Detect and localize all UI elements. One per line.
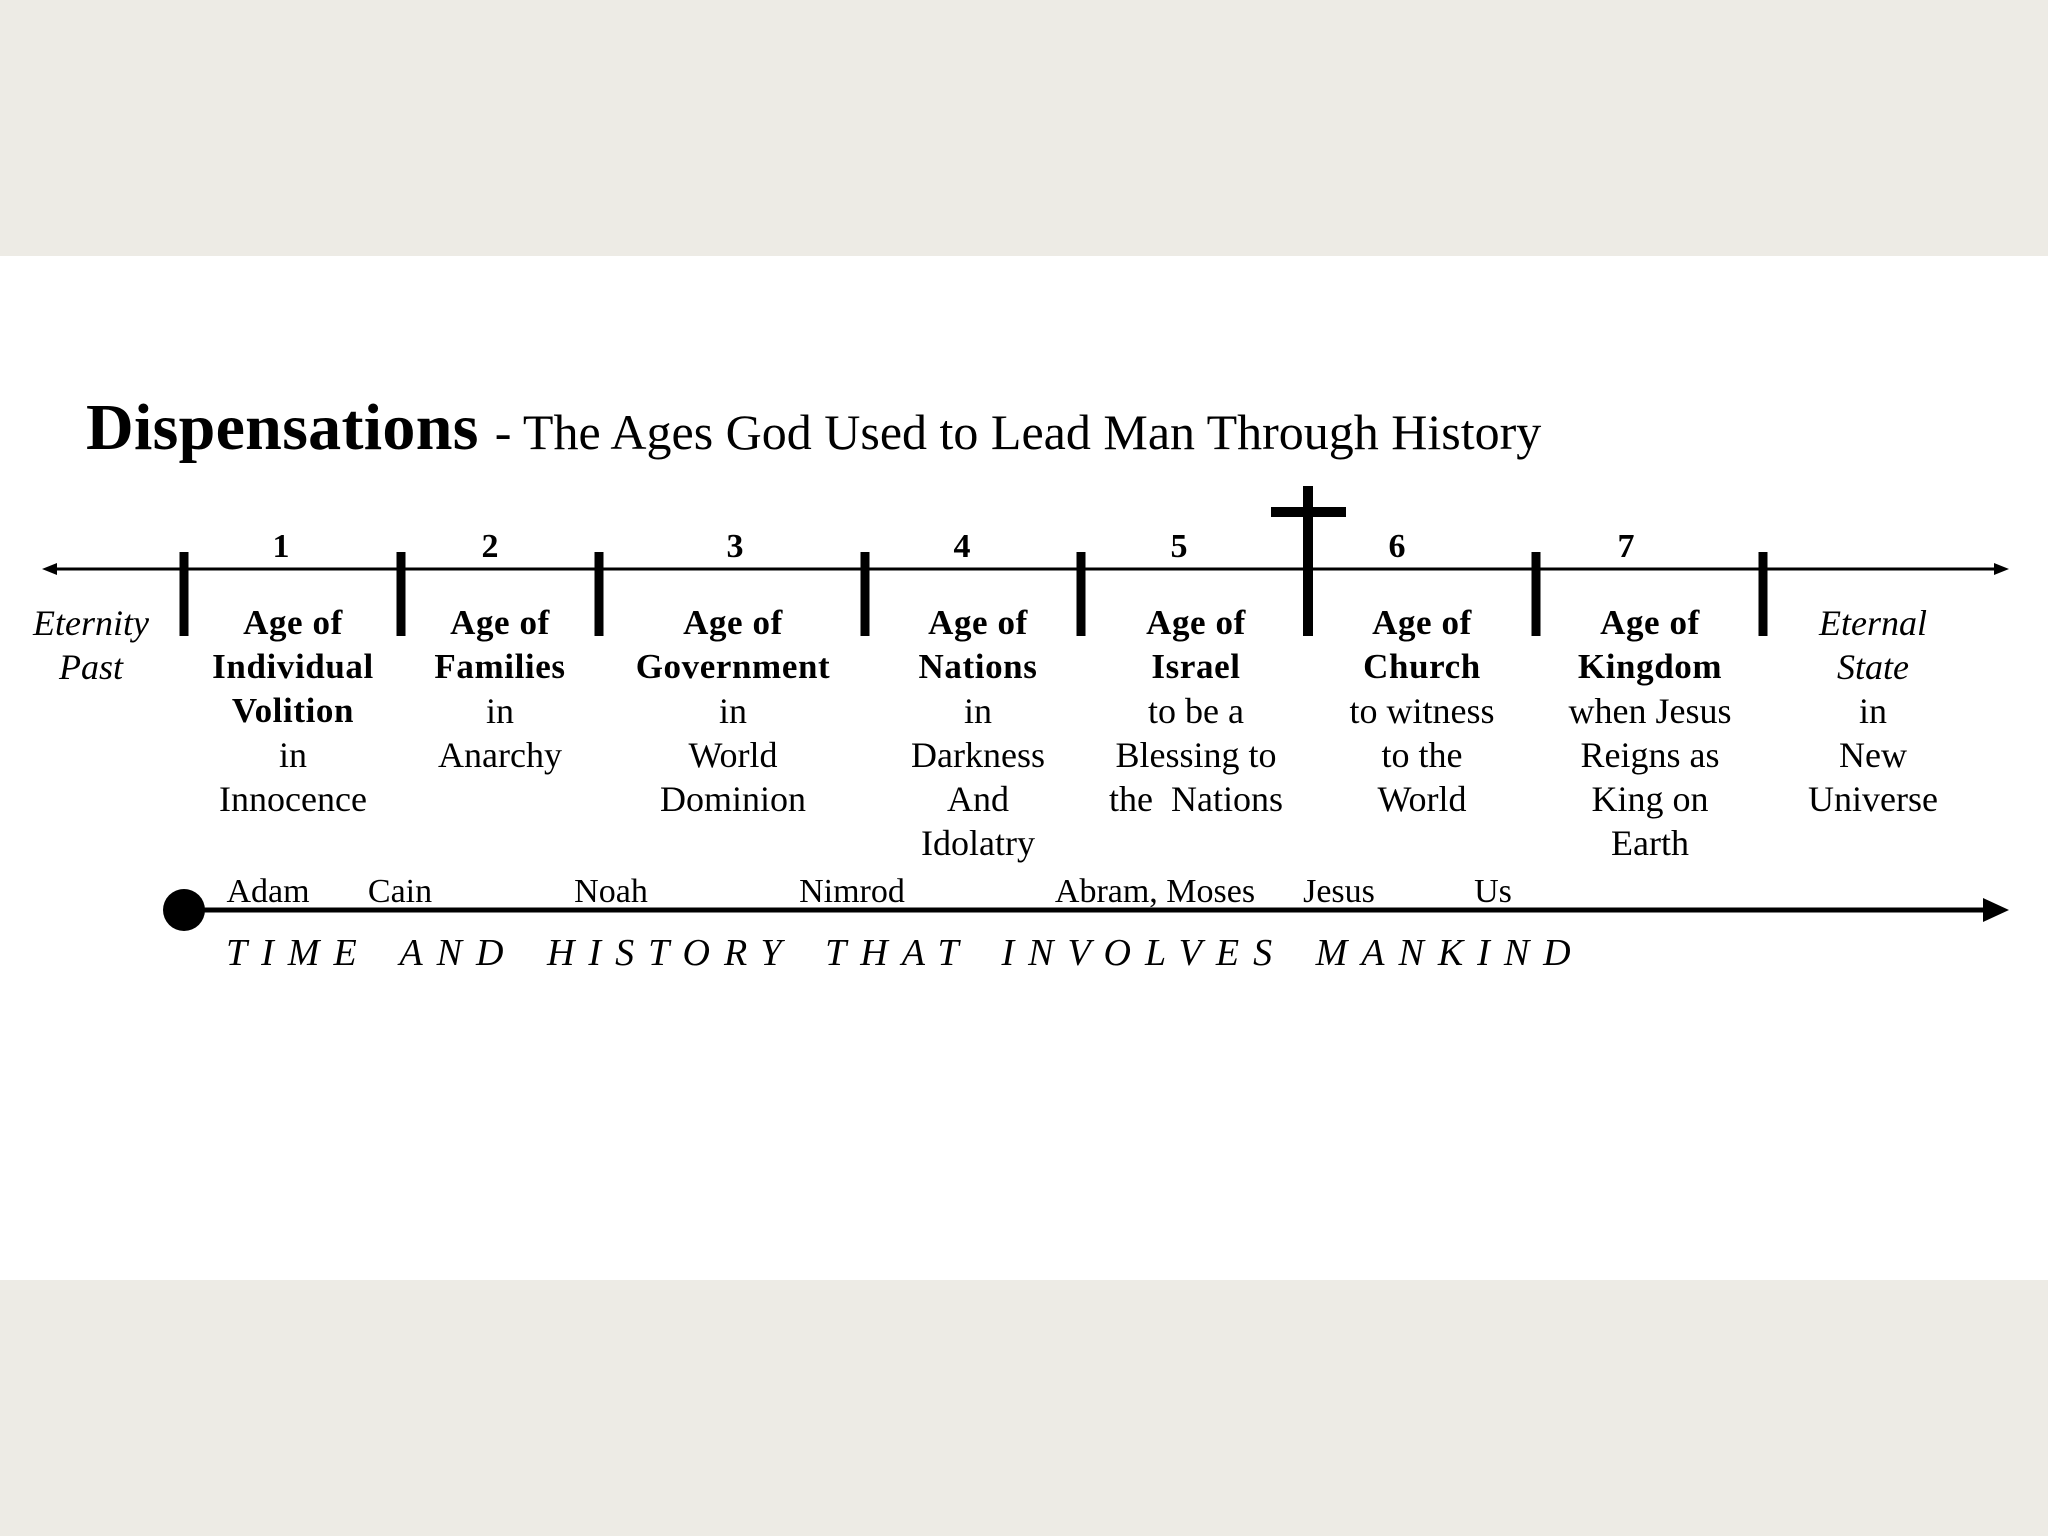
age-7-description-line: Earth [1611, 823, 1689, 863]
eternal-state-description-line: Universe [1808, 779, 1938, 819]
age-1-heading-line: Age of [243, 603, 343, 642]
person-label: Jesus [1303, 873, 1375, 910]
eternal-state-heading-line: State [1837, 647, 1909, 687]
age-3-heading-line: Age of [683, 603, 783, 642]
age-5-description-line: Blessing to [1115, 735, 1277, 775]
axis-left-arrow-icon [42, 563, 57, 575]
person-label: Cain [367, 873, 433, 910]
age-6-description-line: World [1377, 779, 1467, 819]
title-main: Dispensations [86, 391, 479, 464]
column-age-3 [613, 601, 853, 821]
age-7-description-line: Reigns as [1580, 735, 1720, 775]
age-number-5: 5 [1170, 528, 1188, 565]
age-4-heading-line: Nations [918, 647, 1038, 686]
history-start-dot [163, 889, 205, 931]
column-age-6 [1302, 601, 1542, 821]
age-1-description-line: Innocence [219, 779, 367, 819]
age-3-description-line: Dominion [659, 779, 806, 819]
column-eternity-past [6, 601, 176, 689]
age-7-heading-line: Kingdom [1577, 647, 1723, 686]
age-6-description-line: to witness [1349, 691, 1495, 731]
column-age-5 [1076, 601, 1316, 821]
column-age-4 [858, 601, 1098, 865]
slide-canvas [0, 256, 2048, 1280]
column-eternal-state [1773, 601, 1973, 821]
age-number-2: 2 [481, 528, 499, 565]
age-5-description-line: the Nations [1109, 779, 1283, 819]
age-4-description-line: Darkness [911, 735, 1045, 775]
age-4-description-line: Idolatry [921, 823, 1035, 863]
age-7-description-line: King on [1591, 779, 1709, 819]
age-5-description-line: to be a [1148, 691, 1244, 731]
age-number-3: 3 [726, 528, 744, 565]
column-age-7 [1530, 601, 1770, 865]
person-label: Adam [226, 873, 310, 910]
age-2-heading-line: Families [434, 647, 566, 686]
person-label: Nimrod [799, 873, 905, 910]
eternity-past-line: Eternity [33, 603, 149, 643]
history-caption: TIME AND HISTORY THAT INVOLVES MANKIND [226, 932, 1585, 974]
person-label: Noah [574, 873, 648, 910]
column-age-1 [173, 601, 413, 821]
age-number-1: 1 [272, 528, 290, 565]
age-6-heading-line: Church [1363, 647, 1481, 686]
age-5-heading-line: Israel [1151, 647, 1241, 686]
age-4-description-line: in [963, 691, 992, 731]
eternal-state-heading-line: Eternal [1819, 603, 1927, 643]
diagram-title [86, 391, 1542, 478]
age-3-heading-line: Government [635, 647, 831, 686]
age-1-heading-line: Individual [212, 647, 374, 686]
age-2-description-line: in [485, 691, 514, 731]
title-subtitle: - The Ages God Used to Lead Man Through History [494, 404, 1542, 460]
history-arrow-icon [1983, 898, 2009, 922]
age-7-description-line: when Jesus [1568, 691, 1732, 731]
age-4-description-line: And [947, 779, 1009, 819]
age-1-description-line: in [278, 735, 307, 775]
age-2-heading-line: Age of [450, 603, 550, 642]
person-label: Us [1474, 873, 1512, 910]
column-age-2 [380, 601, 620, 777]
age-4-heading-line: Age of [928, 603, 1028, 642]
axis-right-arrow-icon [1994, 563, 2009, 575]
age-1-heading-line: Volition [231, 691, 355, 730]
age-number-7: 7 [1617, 528, 1635, 565]
age-7-heading-line: Age of [1600, 603, 1700, 642]
age-number-4: 4 [953, 528, 971, 565]
age-3-description-line: in [718, 691, 747, 731]
eternal-state-description-line: New [1839, 735, 1907, 775]
age-6-description-line: to the [1381, 735, 1463, 775]
eternity-past-line: Past [58, 647, 123, 687]
cross-icon-horizontal [1271, 507, 1346, 517]
age-2-description-line: Anarchy [438, 735, 562, 775]
age-6-heading-line: Age of [1372, 603, 1472, 642]
age-number-6: 6 [1388, 528, 1406, 565]
age-3-description-line: World [688, 735, 778, 775]
age-5-heading-line: Age of [1146, 603, 1246, 642]
eternal-state-description-line: in [1858, 691, 1887, 731]
person-label: Abram, Moses [1054, 873, 1256, 910]
